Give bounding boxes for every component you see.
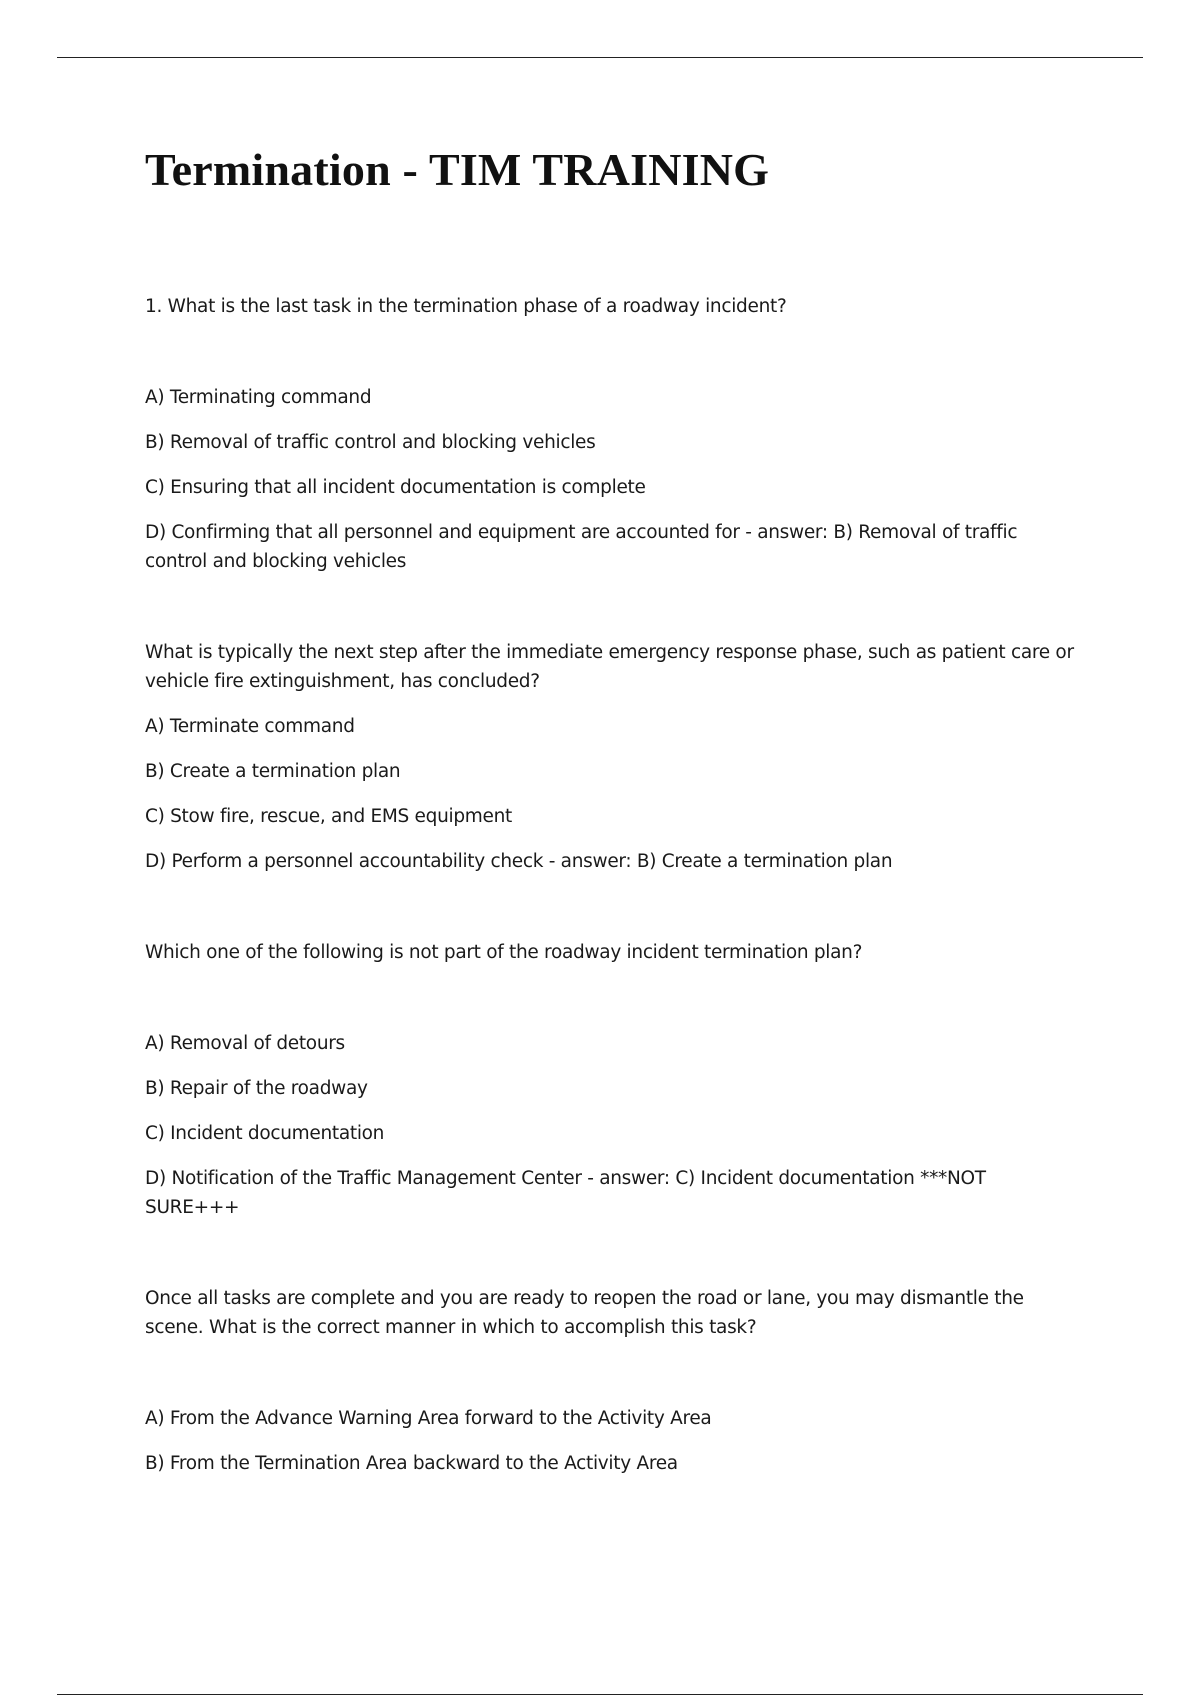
- document-body: [145, 292, 1080, 1494]
- answer-option: B) From the Termination Area backward to the Activity Area: [145, 1453, 678, 1474]
- answer-option: A) Terminating command: [145, 387, 372, 408]
- question-text: Which one of the following is not part of the roadway incident termination plan?: [145, 942, 863, 963]
- question-text: Once all tasks are complete and you are ready to reopen the road or lane, you may dismantle the scene. What is the correct manner in which to accomplish this task?: [145, 1288, 1024, 1338]
- question-block: [145, 938, 1080, 1222]
- answer-option: D) Perform a personnel accountability check - answer: B) Create a termination plan: [145, 851, 893, 872]
- header-rule: [57, 57, 1143, 58]
- answer-option: B) Repair of the roadway: [145, 1078, 368, 1099]
- answer-option: D) Notification of the Traffic Management Center - answer: C) Incident documentation ***NOT SURE+++: [145, 1168, 986, 1218]
- question-block: [145, 1284, 1080, 1478]
- answer-option: A) Removal of detours: [145, 1033, 345, 1054]
- document-title: Termination - TIM TRAINING: [145, 144, 770, 195]
- answer-option: A) Terminate command: [145, 716, 355, 737]
- answer-option: C) Ensuring that all incident documentation is complete: [145, 477, 646, 498]
- answer-options: [145, 383, 1080, 576]
- answer-option: B) Create a termination plan: [145, 761, 401, 782]
- question-block: [145, 292, 1080, 576]
- answer-option: C) Stow fire, rescue, and EMS equipment: [145, 806, 512, 827]
- answer-options: [145, 1404, 1080, 1478]
- answer-option: C) Incident documentation: [145, 1123, 385, 1144]
- answer-options: [145, 1029, 1080, 1222]
- answer-option: D) Confirming that all personnel and equipment are accounted for - answer: B) Removal of traffic control and blocking vehicles: [145, 522, 1018, 572]
- answer-options: [145, 712, 1080, 876]
- question-text: What is typically the next step after the immediate emergency response phase, such as patient care or vehicle fire extinguishment, has concluded?: [145, 642, 1074, 692]
- answer-option: B) Removal of traffic control and blocking vehicles: [145, 432, 596, 453]
- answer-option: A) From the Advance Warning Area forward to the Activity Area: [145, 1408, 712, 1429]
- footer-rule: [57, 1694, 1143, 1695]
- question-block: [145, 638, 1080, 876]
- question-text: 1. What is the last task in the termination phase of a roadway incident?: [145, 296, 787, 317]
